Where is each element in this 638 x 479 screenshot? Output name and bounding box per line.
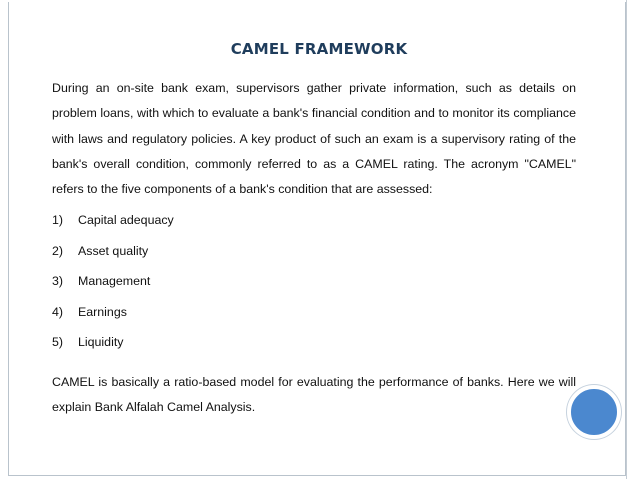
list-item-number: 4): [52, 304, 64, 319]
list-item: [52, 330, 174, 361]
list-item: [52, 269, 174, 300]
slide-title: CAMEL FRAMEWORK: [230, 40, 408, 58]
list-item-label: Management: [78, 274, 151, 288]
list-item-number: 2): [52, 243, 64, 258]
list-item-number: 5): [52, 335, 64, 349]
list-item-number: 3): [52, 274, 64, 288]
list-item-label: Liquidity: [78, 335, 124, 349]
decorative-circle-icon: [567, 385, 621, 439]
list-item: [52, 300, 174, 331]
list-item-number: 1): [52, 213, 64, 227]
camel-components-list: [52, 208, 174, 361]
list-item: [52, 208, 174, 239]
list-item-label: Earnings: [78, 304, 127, 319]
outro-paragraph: CAMEL is basically a ratio-based model for evaluating the performance of banks. Here we will explain Bank Alfalah Camel Analysis.: [52, 375, 576, 415]
list-item: [52, 239, 174, 270]
list-item-label: Asset quality: [78, 243, 149, 258]
intro-paragraph: During an on-site bank exam, supervisors gather private information, such as details on problem loans, with which to evaluate a bank's financial condition and to monitor its compliance with laws and regulatory policies. A key product of such an exam is a supervisory rating of the bank's overall condition, commonly referred to as a CAMEL rating. The acronym "CAMEL" refers to the five components of a bank's condition that are assessed:: [52, 81, 576, 197]
list-item-label: Capital adequacy: [78, 213, 174, 227]
right-divider-line: [626, 0, 627, 479]
